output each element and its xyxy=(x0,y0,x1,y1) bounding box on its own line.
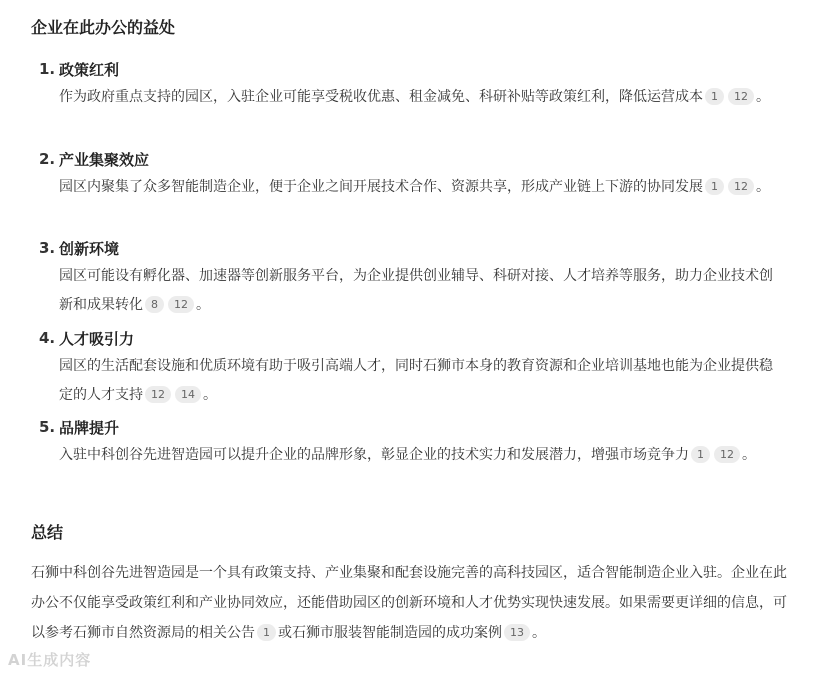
citation-badge[interactable]: 1 xyxy=(691,446,710,463)
item-text xyxy=(59,352,784,410)
item-title: 政策红利 xyxy=(59,61,120,79)
citation-badge[interactable]: 12 xyxy=(728,178,754,195)
item-end: 。 xyxy=(756,178,770,195)
item-text xyxy=(59,83,784,112)
item-title: 产业集聚效应 xyxy=(59,150,150,169)
citation-badge[interactable]: 12 xyxy=(714,446,740,463)
item-body: 作为政府重点支持的园区，入驻企业可能享受税收优惠、租金减免、科研补贴等政策红利，降低运营成本 xyxy=(59,89,703,105)
section-heading: 企业在此办公的益处 xyxy=(31,18,176,37)
item-text xyxy=(59,262,784,320)
citation-badge[interactable]: 1 xyxy=(257,624,276,641)
citation-badge[interactable]: 14 xyxy=(175,386,201,403)
list-item xyxy=(39,147,784,237)
summary-heading: 总结 xyxy=(31,523,64,542)
item-title: 人才吸引力 xyxy=(59,329,135,348)
list-item xyxy=(39,236,784,326)
list-item xyxy=(39,415,784,505)
item-title: 创新环境 xyxy=(59,240,120,259)
item-body: 园区的生活配套设施和优质环境有助于吸引高端人才，同时石狮市本身的教育资源和企业培训基地也能为企业提供稳定的人才支持 xyxy=(59,357,773,403)
item-end: 。 xyxy=(203,386,217,403)
item-body: 园区内聚集了众多智能制造企业，便于企业之间开展技术合作、资源共享，形成产业链上下游的协同发展 xyxy=(59,178,703,195)
citation-badge[interactable]: 1 xyxy=(705,178,724,195)
benefits-list xyxy=(39,57,784,505)
citation-badge[interactable]: 12 xyxy=(145,386,171,403)
item-title: 品牌提升 xyxy=(59,419,120,438)
summary-paragraph xyxy=(31,558,789,648)
summary-end: 。 xyxy=(532,625,546,641)
item-end: 。 xyxy=(196,297,210,314)
list-item xyxy=(39,326,784,416)
citation-badge[interactable]: 1 xyxy=(705,88,724,105)
item-text xyxy=(59,173,784,202)
item-number: 5. xyxy=(39,418,56,437)
citation-badge[interactable]: 12 xyxy=(728,88,754,105)
item-number: 1. xyxy=(39,60,56,78)
item-number: 2. xyxy=(39,149,56,168)
item-text xyxy=(59,441,784,470)
item-number: 3. xyxy=(39,239,56,258)
item-number: 4. xyxy=(39,328,56,347)
ai-watermark: AI生成内容 xyxy=(8,651,92,669)
item-body: 园区可能设有孵化器、加速器等创新服务平台，为企业提供创业辅导、科研对接、人才培养等服务，助力企业技术创新和成果转化 xyxy=(59,268,773,314)
citation-badge[interactable]: 12 xyxy=(168,296,194,313)
summary-text: 石狮中科创谷先进智造园是一个具有政策支持、产业集聚和配套设施完善的高科技园区，适合智能制造企业入驻。企业在此办公不仅能享受政策红利和产业协同效应，还能借助园区的创新环境和人才优势实现快速发展。如果需要更详细的信息，可以参考石狮市自然资源局的相关公告 xyxy=(31,565,787,641)
item-body: 入驻中科创谷先进智造园可以提升企业的品牌形象，彰显企业的技术实力和发展潜力，增强市场竞争力 xyxy=(59,447,689,464)
citation-badge[interactable]: 13 xyxy=(504,624,530,641)
citation-badge[interactable]: 8 xyxy=(145,296,164,313)
item-end: 。 xyxy=(742,447,756,464)
summary-text-cont: 或石狮市服装智能制造园的成功案例 xyxy=(278,625,502,641)
list-item xyxy=(39,57,784,147)
item-end: 。 xyxy=(756,89,770,105)
